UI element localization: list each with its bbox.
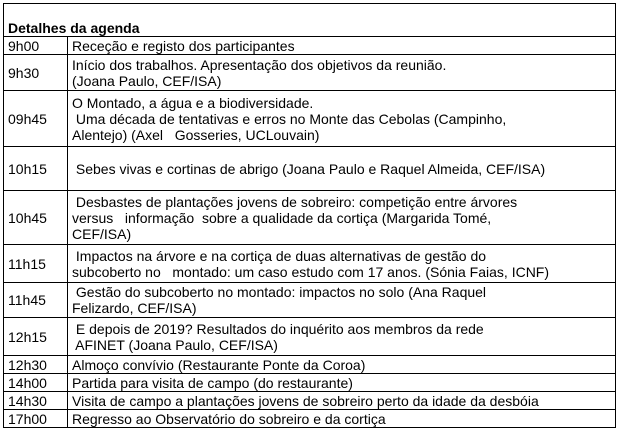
agenda-description [68, 37, 616, 55]
agenda-time: 17h00 [4, 410, 68, 428]
agenda-row [4, 410, 616, 428]
agenda-time: 12h30 [4, 356, 68, 374]
agenda-row [4, 392, 616, 410]
description-line: Uma década de tentativas e erros no Monte das Cebolas (Campinho, [72, 110, 507, 127]
agenda-time: 10h15 [4, 147, 68, 191]
agenda-row [4, 356, 616, 374]
agenda-description [68, 356, 616, 374]
agenda-row [4, 245, 616, 283]
agenda-time: 9h00 [4, 37, 68, 55]
description-line: Regresso ao Observatório do sobreiro e da cortiça [72, 410, 386, 427]
description-line: versus informação sobre a qualidade da cortiça (Margarida Tomé, [72, 209, 492, 226]
agenda-description [68, 55, 616, 91]
agenda-description [68, 245, 616, 283]
description-line: Partida para visita de campo (do restaurante) [72, 374, 353, 391]
description-line: AFINET (Joana Paulo, CEF/ISA) [72, 336, 278, 353]
description-line: Visita de campo a plantações jovens de sobreiro perto da idade da desbóia [72, 392, 539, 409]
agenda-table [3, 3, 616, 428]
description-line: Gestão do subcoberto no montado: impactos no solo (Ana Raquel [72, 284, 487, 300]
agenda-description [68, 91, 616, 147]
agenda-row [4, 55, 616, 91]
agenda-row [4, 37, 616, 55]
agenda-row [4, 191, 616, 245]
agenda-row [4, 283, 616, 318]
description-line: CEF/ISA) [72, 225, 132, 242]
agenda-time: 11h45 [4, 283, 68, 318]
description-line: O Montado, a água e a biodiversidade. [72, 94, 314, 111]
agenda-description [68, 147, 616, 191]
agenda-description [68, 191, 616, 245]
description-line: Impactos na árvore e na cortiça de duas alternativas de gestão do [72, 247, 487, 264]
agenda-time: 09h45 [4, 91, 68, 147]
agenda-description [68, 410, 616, 428]
agenda-time: 9h30 [4, 55, 68, 91]
description-line: Almoço convívio (Restaurante Ponte da Coroa) [72, 356, 366, 373]
description-line: E depois de 2019? Resultados do inquérito aos membros da rede [72, 320, 484, 337]
agenda-title: Detalhes da agenda [4, 4, 616, 37]
agenda-row [4, 91, 616, 147]
agenda-row [4, 147, 616, 191]
description-line: Alentejo) (Axel Gosseries, UCLouvain) [72, 126, 320, 143]
agenda-time: 11h15 [4, 245, 68, 283]
description-line: subcoberto no montado: um caso estudo com 17 anos. (Sónia Faias, ICNF) [72, 263, 550, 280]
description-line: Sebes vivas e cortinas de abrigo (Joana Paulo e Raquel Almeida, CEF/ISA) [72, 160, 546, 177]
agenda-time: 12h15 [4, 318, 68, 356]
description-line: Desbastes de plantações jovens de sobreiro: competição entre árvores [72, 193, 518, 210]
agenda-description [68, 392, 616, 410]
agenda-row [4, 374, 616, 392]
agenda-time: 14h30 [4, 392, 68, 410]
agenda-description [68, 374, 616, 392]
agenda-time: 10h45 [4, 191, 68, 245]
description-line: Receção e registo dos participantes [72, 37, 295, 54]
agenda-time: 14h00 [4, 374, 68, 392]
agenda-row [4, 318, 616, 356]
header-row [4, 4, 616, 37]
agenda-description [68, 318, 616, 356]
description-line: (Joana Paulo, CEF/ISA) [72, 72, 222, 89]
description-line: Início dos trabalhos. Apresentação dos objetivos da reunião. [72, 56, 447, 73]
description-line: Felizardo, CEF/ISA) [72, 300, 197, 316]
agenda-description [68, 283, 616, 318]
